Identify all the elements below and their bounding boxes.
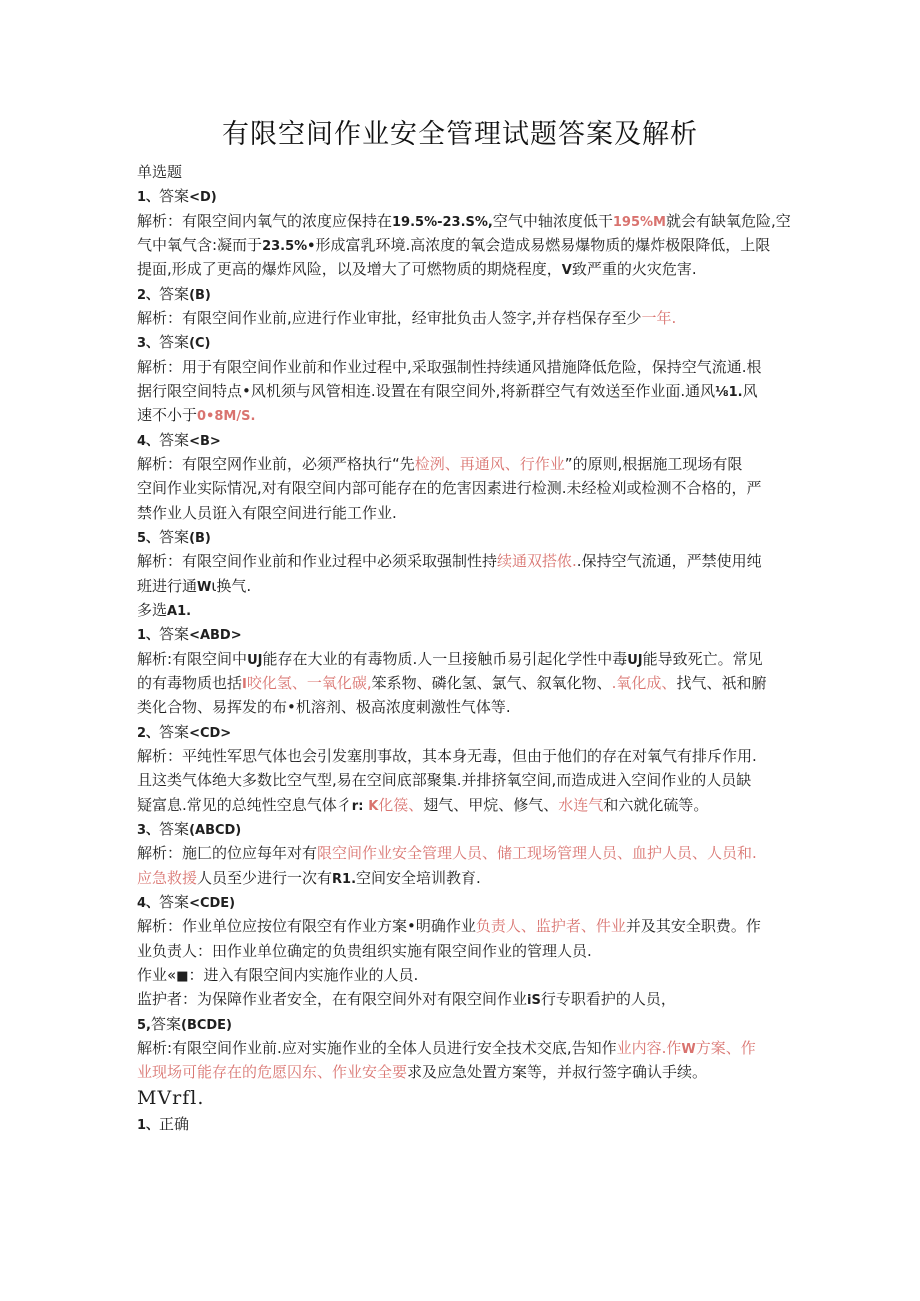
text-fragment: R1.: [332, 872, 357, 887]
text-fragment: 负责人、监护者、件业: [475, 917, 626, 935]
text-fragment: 班进行通: [137, 577, 198, 595]
explanation-s5-line2: [137, 574, 787, 600]
explanation-m3-line2: [137, 866, 787, 892]
explanation-m4-line4: [137, 987, 787, 1013]
text-fragment: I: [242, 677, 247, 692]
text-fragment: 风: [742, 382, 758, 400]
text-fragment: 疑富息.常见的总纯性空息气体彳: [137, 796, 352, 814]
text-fragment: 能存在大业的有毒物质.人一旦接触币易引起化学性中毒: [262, 650, 628, 668]
answer-line-m1: [137, 622, 787, 648]
text-fragment: 解析：有限空间内氧气的浓度应保持在: [137, 212, 393, 230]
text-fragment: ：进入有限空间内实施作业的人员.: [188, 966, 419, 984]
text-fragment: 解析:有限空间中: [137, 650, 248, 668]
text-fragment: <ABD>: [189, 628, 242, 643]
text-fragment: 行专职看护的人员，: [540, 990, 676, 1008]
text-fragment: ⅛1.: [715, 385, 743, 400]
text-fragment: 2、: [137, 288, 160, 303]
text-fragment: 致严重的火灾危害.: [571, 260, 697, 278]
text-fragment: K: [368, 799, 379, 814]
text-fragment: 答案: [159, 625, 190, 643]
text-fragment: (C): [189, 336, 211, 351]
text-fragment: 翅气、甲烷、修气、: [423, 796, 559, 814]
answer-line-m3: [137, 817, 787, 843]
explanation-m1-line1: [137, 647, 787, 673]
text-fragment: 能导致死亡。常见: [642, 650, 763, 668]
text-fragment: <B>: [189, 434, 221, 449]
text-fragment: 解析：施匚的位应每年对有: [137, 844, 318, 862]
text-fragment: <CDE): [189, 896, 236, 911]
text-fragment: 检洌、再通风、行作业: [414, 455, 565, 473]
text-fragment: 空气中轴浓度低干: [492, 212, 613, 230]
explanation-s4-line3: 禁作业人员诳入有限空间进行能工作业.: [137, 504, 397, 522]
text-fragment: 和六就化硫等。: [603, 796, 709, 814]
text-fragment: 19.5%-23.S%,: [392, 215, 493, 230]
text-fragment: 作业«: [137, 966, 177, 984]
explanation-m4-line1: [137, 914, 787, 938]
text-fragment: W: [681, 1042, 696, 1057]
answer-line-j1: [137, 1112, 787, 1138]
text-fragment: 5、: [137, 531, 160, 546]
text-fragment: 答案: [159, 820, 190, 838]
text-fragment: 5,: [137, 1018, 151, 1033]
text-fragment: 一年.: [641, 309, 677, 327]
text-fragment: 2、: [137, 726, 160, 741]
text-fragment: 解析：有限空网作业前，必须严格执行“先: [137, 455, 415, 473]
text-fragment: 续通双搭侬.: [497, 552, 577, 570]
text-fragment: (ABCD): [189, 823, 242, 838]
text-fragment: 求及应急处置方案等，并叔行签字确认手续。: [407, 1063, 708, 1081]
answer-line-s3: [137, 330, 787, 356]
text-fragment: W: [197, 580, 212, 595]
text-fragment: 人员至少进行一次有: [197, 869, 333, 887]
section-true-false: MVrfl.: [137, 1087, 205, 1109]
explanation-s1-line2: [137, 233, 787, 259]
text-fragment: r:: [351, 799, 364, 814]
explanation-m4-line3: [137, 963, 787, 989]
text-fragment: 3、: [137, 823, 160, 838]
text-fragment: 答案: [150, 1015, 181, 1033]
text-fragment: UJ: [247, 653, 263, 668]
text-fragment: (B): [189, 531, 211, 546]
text-fragment: 解析：作业单位应按位有限空有作业方案•明确作业: [137, 917, 476, 935]
text-fragment: 就会有缺氧危险,空: [666, 212, 791, 230]
text-fragment: ”的原则,根据施工现场有限: [564, 455, 743, 473]
text-fragment: 答案: [159, 187, 190, 205]
text-fragment: 的有毒物质也括: [137, 674, 243, 692]
explanation-m2-line1: 解析：平纯性军思气体也会引发塞刖事故，其本身无毒，但由于他们的存在对氧气有排斥作用.: [137, 747, 757, 765]
text-fragment: 空间安全培训教育.: [356, 869, 481, 887]
text-fragment: V: [561, 263, 572, 278]
explanation-m2-line3: [137, 793, 787, 819]
text-fragment: .保持空气流通，严禁使用纯: [576, 552, 762, 570]
text-fragment: 业内容.作: [616, 1039, 682, 1057]
text-fragment: .氧化成、: [611, 674, 677, 692]
explanation-s4-line1: [137, 452, 787, 476]
text-fragment: (BCDE): [181, 1018, 233, 1033]
answer-line-m4: [137, 890, 787, 916]
explanation-s1-line3: [137, 257, 787, 283]
explanation-m4-line2: 业负责人：田作业单位确定的负贵组织实施有限空间作业的管理人员.: [137, 942, 592, 960]
text-fragment: ■: [176, 969, 189, 984]
text-fragment: 水连气: [558, 796, 604, 814]
text-fragment: 方案、作: [695, 1039, 756, 1057]
text-fragment: 答案: [159, 723, 190, 741]
text-fragment: 答案: [159, 528, 190, 546]
answer-line-s4: [137, 428, 787, 454]
text-fragment: 化篌、: [378, 796, 424, 814]
explanation-m3-line1: [137, 841, 787, 865]
text-fragment: 答案: [159, 893, 190, 911]
answer-line-m2: [137, 720, 787, 746]
explanation-s3-line3: [137, 403, 787, 429]
page-title: 有限空间作业安全管理试题答案及解析: [222, 119, 698, 150]
text-fragment: 1、: [137, 628, 160, 643]
explanation-s3-line1: 解析：用于有限空间作业前和作业过程中,采取强制性持续通风措施降低危险，保持空气流通.根: [137, 358, 762, 376]
answer-line-s5: [137, 525, 787, 551]
explanation-m1-line3: 类化合物、易挥发的布•机溶剂、极高浓度刺激性气体等.: [137, 698, 511, 716]
text-fragment: 气中氧气含:凝而于: [137, 236, 263, 254]
section-single-choice: 单选题: [137, 163, 183, 181]
text-fragment: <D): [189, 190, 217, 205]
text-fragment: 0•8M/S.: [197, 409, 256, 424]
text-fragment: 正确: [159, 1115, 190, 1133]
explanation-m2-line2: 且这类气体绝大多数比空气型,易在空间底部聚集.并排挤氧空间,而造成进入空间作业的人员缺: [137, 771, 752, 789]
text-fragment: 形成富乳环境.高浓度的氧会造成易燃易爆物质的爆炸极限降低，上限: [315, 236, 771, 254]
explanation-s5-line1: [137, 549, 787, 573]
text-fragment: 并及其安全职费。作: [625, 917, 761, 935]
section-multiple-choice: [137, 598, 787, 624]
text-fragment: 业现场可能存在的危愿囚东、作业安全要: [137, 1063, 408, 1081]
answer-line-s1: [137, 184, 787, 210]
explanation-s2-line1: [137, 306, 787, 330]
text-fragment: 监护者：为保障作业者安全，在有限空间外对有限空间作业: [137, 990, 528, 1008]
answer-line-s2: [137, 282, 787, 308]
text-fragment: 4、: [137, 896, 160, 911]
explanation-m5-line1: [137, 1036, 787, 1062]
explanation-s3-line2: [137, 379, 787, 405]
text-fragment: 23.5%•: [262, 239, 316, 254]
text-fragment: 3、: [137, 336, 160, 351]
text-fragment: <CD>: [189, 726, 232, 741]
text-fragment: 解析：有限空间作业前和作业过程中必须采取强制性持: [137, 552, 498, 570]
explanation-s1-line1: [137, 209, 791, 235]
text-fragment: 1、: [137, 190, 160, 205]
text-fragment: 解析:有限空间作业前.应对实施作业的全体人员进行安全技术交底,告知作: [137, 1039, 617, 1057]
text-fragment: (B): [189, 288, 211, 303]
text-fragment: 多选: [137, 601, 168, 619]
text-fragment: 咬化氢、一氧化碳,: [246, 674, 372, 692]
text-fragment: A1.: [167, 604, 192, 619]
text-fragment: 笨系物、磷化氢、氯气、叙氧化物、: [371, 674, 612, 692]
text-fragment: 1、: [137, 1118, 160, 1133]
text-fragment: 4、: [137, 434, 160, 449]
text-fragment: 速不小于: [137, 406, 198, 424]
explanation-m5-line2: [137, 1060, 787, 1084]
text-fragment: 解析：有限空间作业前,应进行作业审批，经审批负击人签字,并存档保存至少: [137, 309, 642, 327]
explanation-s4-line2: 空间作业实际情况,对有限空间内部可能存在的危害因素进行检测.未经检刈或检测不合格的，严: [137, 479, 762, 497]
text-fragment: 应急救援: [137, 869, 198, 887]
text-fragment: 提面,形成了更高的爆炸风险，以及增大了可燃物质的期烧程度，: [137, 260, 562, 278]
text-fragment: ι换气.: [211, 577, 252, 595]
text-fragment: 答案: [159, 333, 190, 351]
text-fragment: 找气、祇和腑: [676, 674, 767, 692]
text-fragment: 答案: [159, 431, 190, 449]
answer-line-m5: [137, 1012, 787, 1038]
text-fragment: UJ: [627, 653, 643, 668]
text-fragment: 据行限空间特点•风机须与风管相连.设置在有限空间外,将新群空气有效送至作业面.通风: [137, 382, 716, 400]
explanation-m1-line2: [137, 671, 787, 697]
text-fragment: 195%M: [612, 215, 666, 230]
text-fragment: 答案: [159, 285, 190, 303]
text-fragment: iS: [527, 993, 541, 1008]
text-fragment: 限空间作业安全管理人员、储工现场管理人员、血护人员、人员和.: [317, 844, 757, 862]
